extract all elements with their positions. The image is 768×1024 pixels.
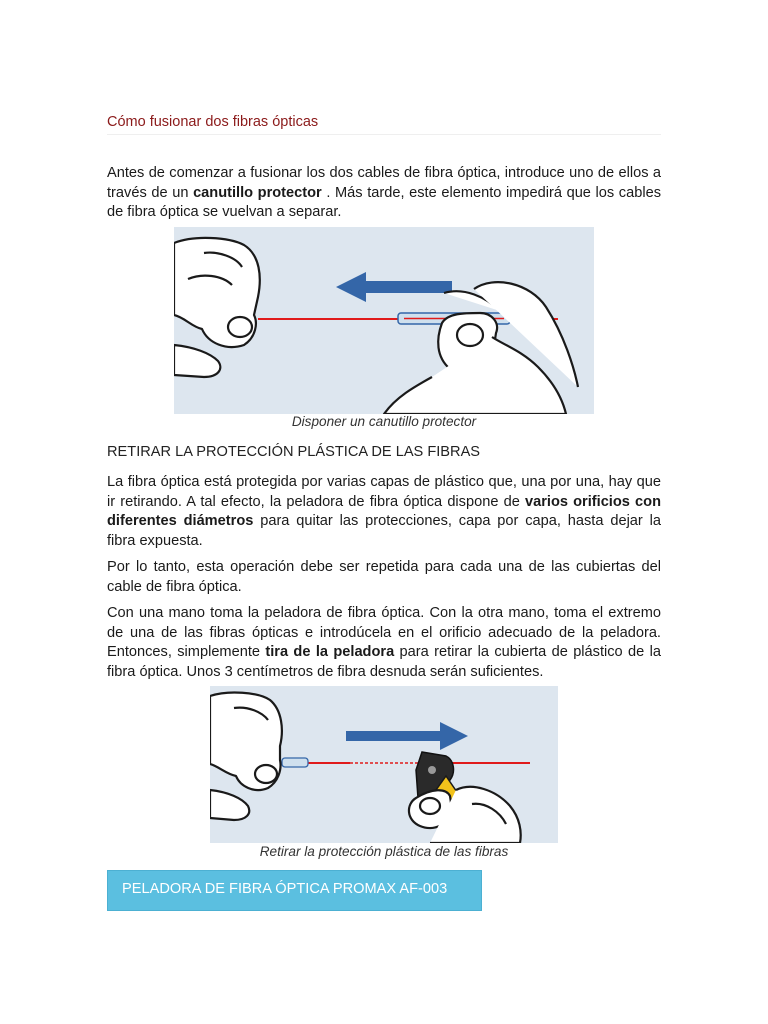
arrow-right-icon (346, 722, 468, 750)
sleeve-illustration (174, 227, 594, 414)
section-p1-bold: varios orificios con diferentes diámetros (107, 493, 661, 529)
section-paragraph-2: Por lo tanto, esta operación debe ser repetida para cada una de las cubiertas del cable de fibra óptica. (107, 559, 661, 595)
right-hand-icon (384, 282, 578, 414)
page-title: Cómo fusionar dos fibras ópticas (107, 114, 661, 135)
section-p3-text: Con una mano toma la peladora de fibra óptica. Con la otra mano, toma el extremo de una de las fibras ópticas e introdúcela en el orificio adecuado de la peladora. Entonces, simplemente (107, 605, 661, 660)
section-heading: RETIRAR LA PROTECCIÓN PLÁSTICA DE LAS FIBRAS (107, 444, 481, 460)
left-hand-icon (210, 693, 282, 820)
figure-2-caption: Retirar la protección plástica de las fibras (259, 844, 509, 859)
left-hand-icon (174, 238, 260, 377)
intro-text: Antes de comenzar a fusionar los dos cables de fibra óptica, introduce uno de ellos a través de un (107, 165, 661, 201)
right-hand-icon (409, 787, 521, 843)
figure-protector-sleeve (174, 227, 594, 414)
section-p3-bold: tira de la peladora (265, 644, 395, 660)
product-link-button[interactable]: PELADORA DE FIBRA ÓPTICA PROMAX AF-003 (107, 870, 482, 911)
figure-strip-protection (210, 686, 558, 843)
arrow-left-icon (336, 272, 452, 302)
section-p3-text-end: para retirar la cubierta de plástico de la fibra óptica. Unos 3 centímetros de fibra desnuda serán suficientes. (107, 644, 661, 680)
intro-bold: canutillo protector (193, 184, 322, 201)
figure-1-caption: Disponer un canutillo protector (291, 414, 477, 429)
section-p1-text-end: para quitar las protecciones, capa por capa, hasta dejar la fibra expuesta. (107, 513, 661, 549)
section-paragraph-1 (107, 473, 661, 551)
intro-text-end: . Más tarde, este elemento impedirá que los cables de fibra óptica se vuelvan a separar. (107, 184, 661, 220)
intro-paragraph (107, 164, 661, 223)
stripper-illustration (210, 686, 558, 843)
section-paragraph-3 (107, 604, 661, 682)
section-p1-text: La fibra óptica está protegida por varias capas de plástico que, una por una, hay que ir retirando. A tal efecto, la peladora de fibra óptica dispone de (107, 474, 661, 510)
